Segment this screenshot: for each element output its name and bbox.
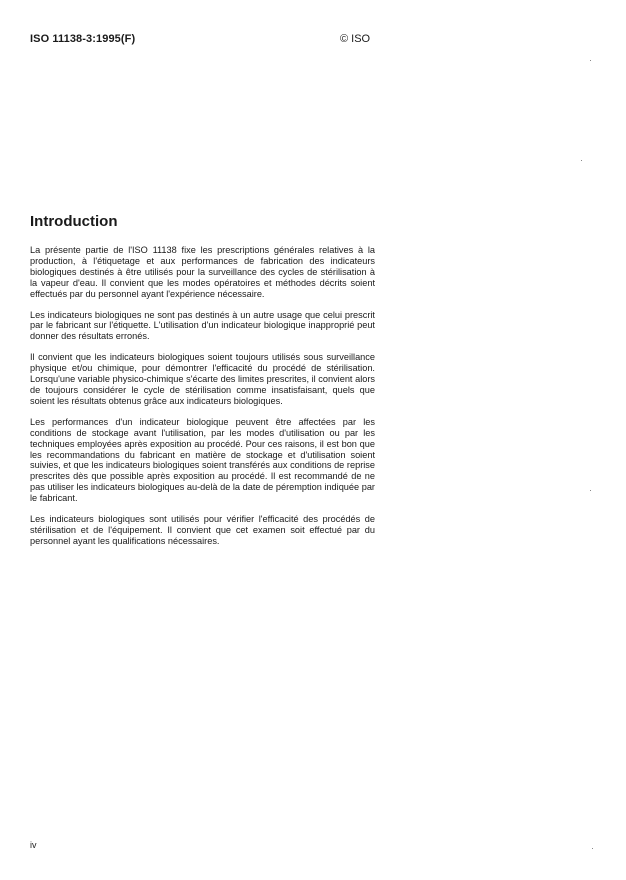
scan-speck: [592, 848, 593, 849]
scan-speck: [581, 160, 582, 161]
paragraph: Les indicateurs biologiques sont utilisés pour vérifier l'efficacité des procédés de stérilisation et de l'équipement. Il convient que cet examen soit effectué par du personnel ayant les qualifications nécessaires.: [30, 514, 375, 546]
copyright-notice: © ISO: [340, 33, 371, 45]
page-number: iv: [30, 840, 37, 850]
scan-speck: [590, 490, 591, 491]
paragraph: Les indicateurs biologiques ne sont pas destinés à un autre usage que celui prescrit par le fabricant sur l'étiquette. L'utilisation d'un indicateur biologique inapproprié peut donner des résultats erronés.: [30, 309, 375, 342]
paragraph: La présente partie de l'ISO 11138 fixe les prescriptions générales relatives à la production, à l'étiquetage et aux performances de fabrication des indicateurs biologiques destinés à être utilisés pour la surveillance des cycles de stérilisation à la vapeur d'eau. Il convient que les modes opératoires et méthodes décrits soient effectués par du personnel ayant l'expérience nécessaire.: [30, 245, 375, 299]
scan-speck: [590, 60, 591, 61]
section-title: Introduction: [30, 213, 118, 230]
document-standard-number: ISO 11138-3:1995(F): [30, 33, 136, 45]
introduction-body: [30, 245, 375, 557]
paragraph: Les performances d'un indicateur biologique peuvent être affectées par les conditions de stockage avant l'utilisation, par les modes d'utilisation ou par les techniques employées après exposition au procédé. Pour ces raisons, il est bon que les recommandations du fabricant en matière de stockage et d'utilisation soient suivies, et que les indicateurs biologiques soient transférés aux conditions de reprise prescrites dès que possible après exposition au procédé. Il est recommandé de ne pas utiliser les indicateurs biologiques au-delà de la date de péremption indiquée par le fabricant.: [30, 416, 375, 504]
paragraph: Il convient que les indicateurs biologiques soient toujours utilisés sous surveillance physique et/ou chimique, pour démontrer l'efficacité du procédé de stérilisation. Lorsqu'une variable physico-chimique s'écarte des limites prescrites, il convient alors de toujours considérer le cycle de stérilisation comme insatisfaisant, quels que soient les résultats obtenus grâce aux indicateurs biologiques.: [30, 352, 375, 406]
